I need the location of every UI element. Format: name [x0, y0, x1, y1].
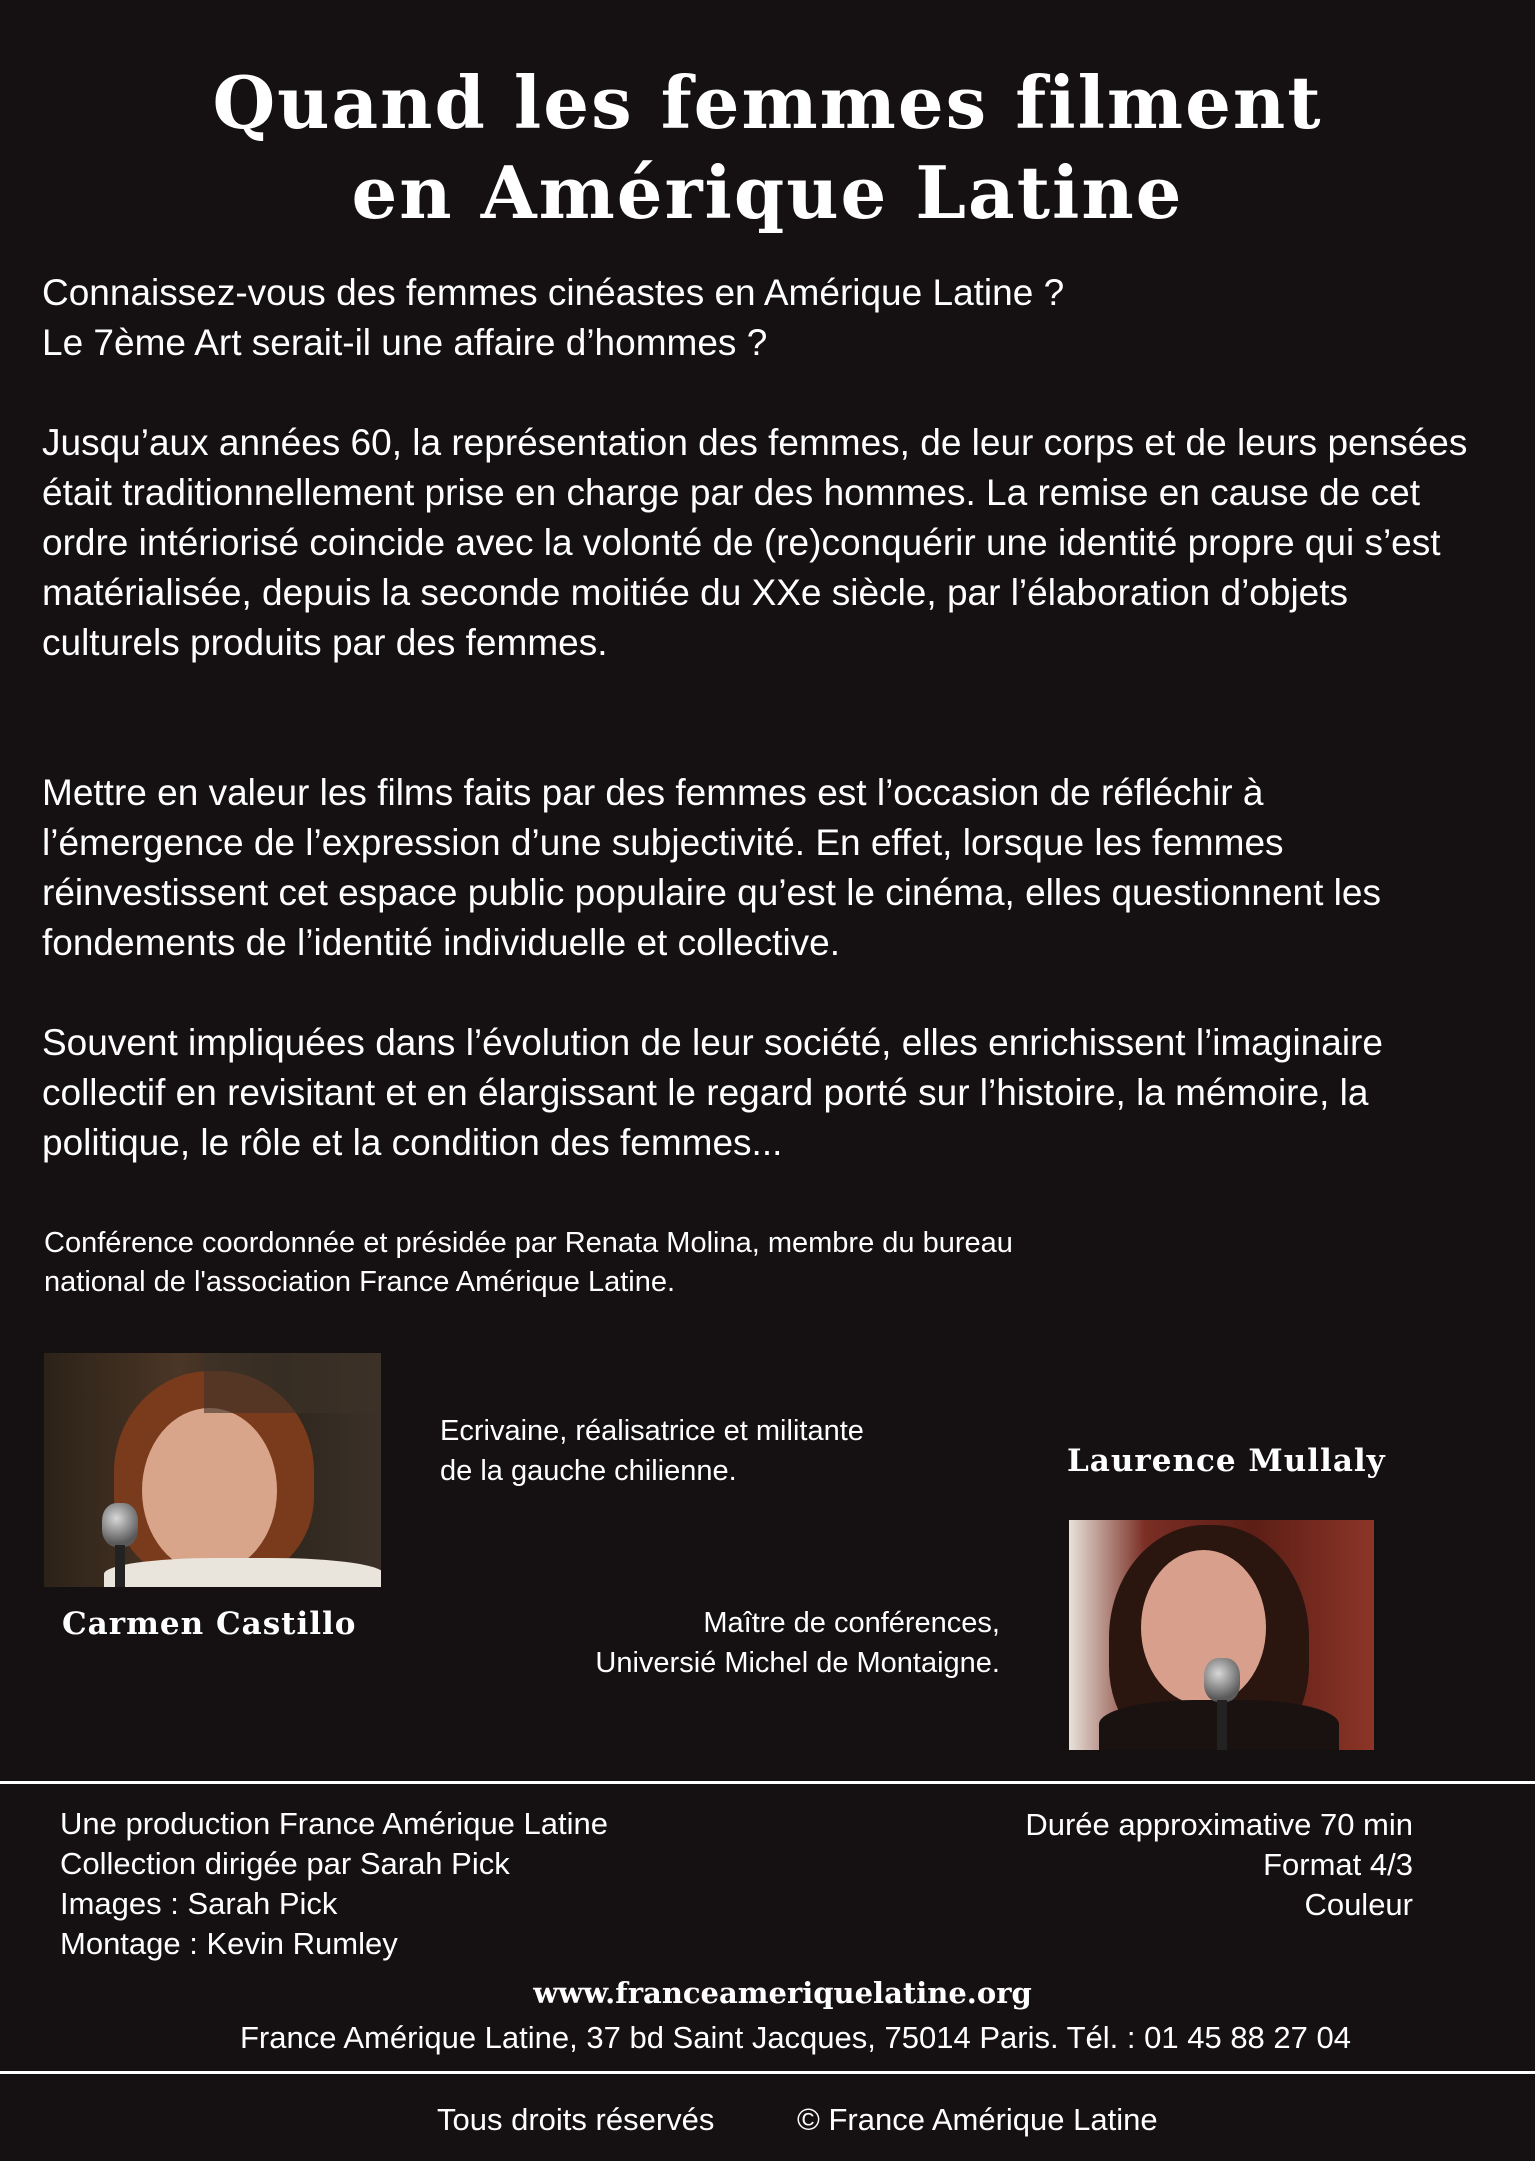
production-credits: [60, 1804, 608, 1964]
carmen-castillo-photo: [44, 1353, 381, 1587]
credit-images: Images : Sarah Pick: [60, 1886, 338, 1921]
speaker-desc-laurence-line-1: Maître de conférences,: [703, 1607, 1000, 1639]
page-title: [0, 58, 1535, 238]
rights-reserved: Tous droits réservés: [437, 2102, 715, 2137]
intro-line-2: Le 7ème Art serait-il une affaire d’hommes ?: [42, 322, 768, 363]
speaker-name-carmen: Carmen Castillo: [62, 1606, 357, 1642]
format-text: Format 4/3: [1263, 1847, 1413, 1882]
divider-bottom: [0, 2071, 1535, 2074]
color-text: Couleur: [1304, 1887, 1413, 1922]
title-line-2: en Amérique Latine: [351, 150, 1184, 235]
postal-address: France Amérique Latine, 37 bd Saint Jacques, 75014 Paris. Tél. : 01 45 88 27 04: [240, 2020, 1351, 2055]
paragraph-3-text: Souvent impliquées dans l’évolution de leur société, elles enrichissent l’imaginaire collectif en revisitant et en élargissant le regard porté sur l’histoire, la mémoire, la politique, le rôle et la condition des femmes...: [42, 1022, 1383, 1163]
intro-line-1: Connaissez-vous des femmes cinéastes en Amérique Latine ?: [42, 272, 1065, 313]
laurence-mullaly-photo: [1069, 1520, 1374, 1750]
speaker-desc-carmen-line-2: de la gauche chilienne.: [440, 1455, 737, 1487]
copyright-notice: © France Amérique Latine: [797, 2102, 1158, 2137]
speaker-desc-laurence: [595, 1603, 1000, 1683]
conference-info: [44, 1224, 1244, 1302]
speaker-desc-carmen-line-1: Ecrivaine, réalisatrice et militante: [440, 1415, 864, 1447]
divider-top: [0, 1781, 1535, 1784]
website-link[interactable]: www.franceameriquelatine.org: [533, 1976, 1032, 2010]
speaker-desc-laurence-line-2: Universié Michel de Montaigne.: [595, 1647, 1000, 1679]
paragraph-2-text: Mettre en valeur les films faits par des femmes est l’occasion de réfléchir à l’émergence de l’expression d’une subjectivité. En effet, lorsque les femmes réinvestissent cet espace public populaire qu’est le cinéma, elles questionnent les fondements de l’identité individuelle et collective.: [42, 772, 1381, 963]
title-line-1: Quand les femmes filment: [212, 60, 1323, 145]
conference-line-1: Conférence coordonnée et présidée par Renata Molina, membre du bureau: [44, 1227, 1013, 1259]
paragraph-2: [42, 768, 1472, 968]
paragraph-1: [42, 418, 1472, 668]
technical-info: [1025, 1805, 1413, 1925]
intro-questions: [42, 268, 1472, 368]
speaker-desc-carmen: [440, 1411, 864, 1491]
conference-line-2: national de l'association France Amérique Latine.: [44, 1266, 676, 1298]
paragraph-3: [42, 1018, 1472, 1168]
duration-text: Durée approximative 70 min: [1025, 1807, 1413, 1842]
speaker-name-laurence: Laurence Mullaly: [1067, 1443, 1386, 1479]
credit-collection: Collection dirigée par Sarah Pick: [60, 1846, 510, 1881]
credit-montage: Montage : Kevin Rumley: [60, 1926, 398, 1961]
paragraph-1-text: Jusqu’aux années 60, la représentation des femmes, de leur corps et de leurs pensées était traditionnellement prise en charge par des hommes. La remise en cause de cet ordre intériorisé coincide avec la volonté de (re)conquérir une identité propre qui s’est matérialisée, depuis la seconde moitiée du XXe siècle, par l’élaboration d’objets culturels produits par des femmes.: [42, 422, 1468, 663]
credit-production: Une production France Amérique Latine: [60, 1806, 608, 1841]
